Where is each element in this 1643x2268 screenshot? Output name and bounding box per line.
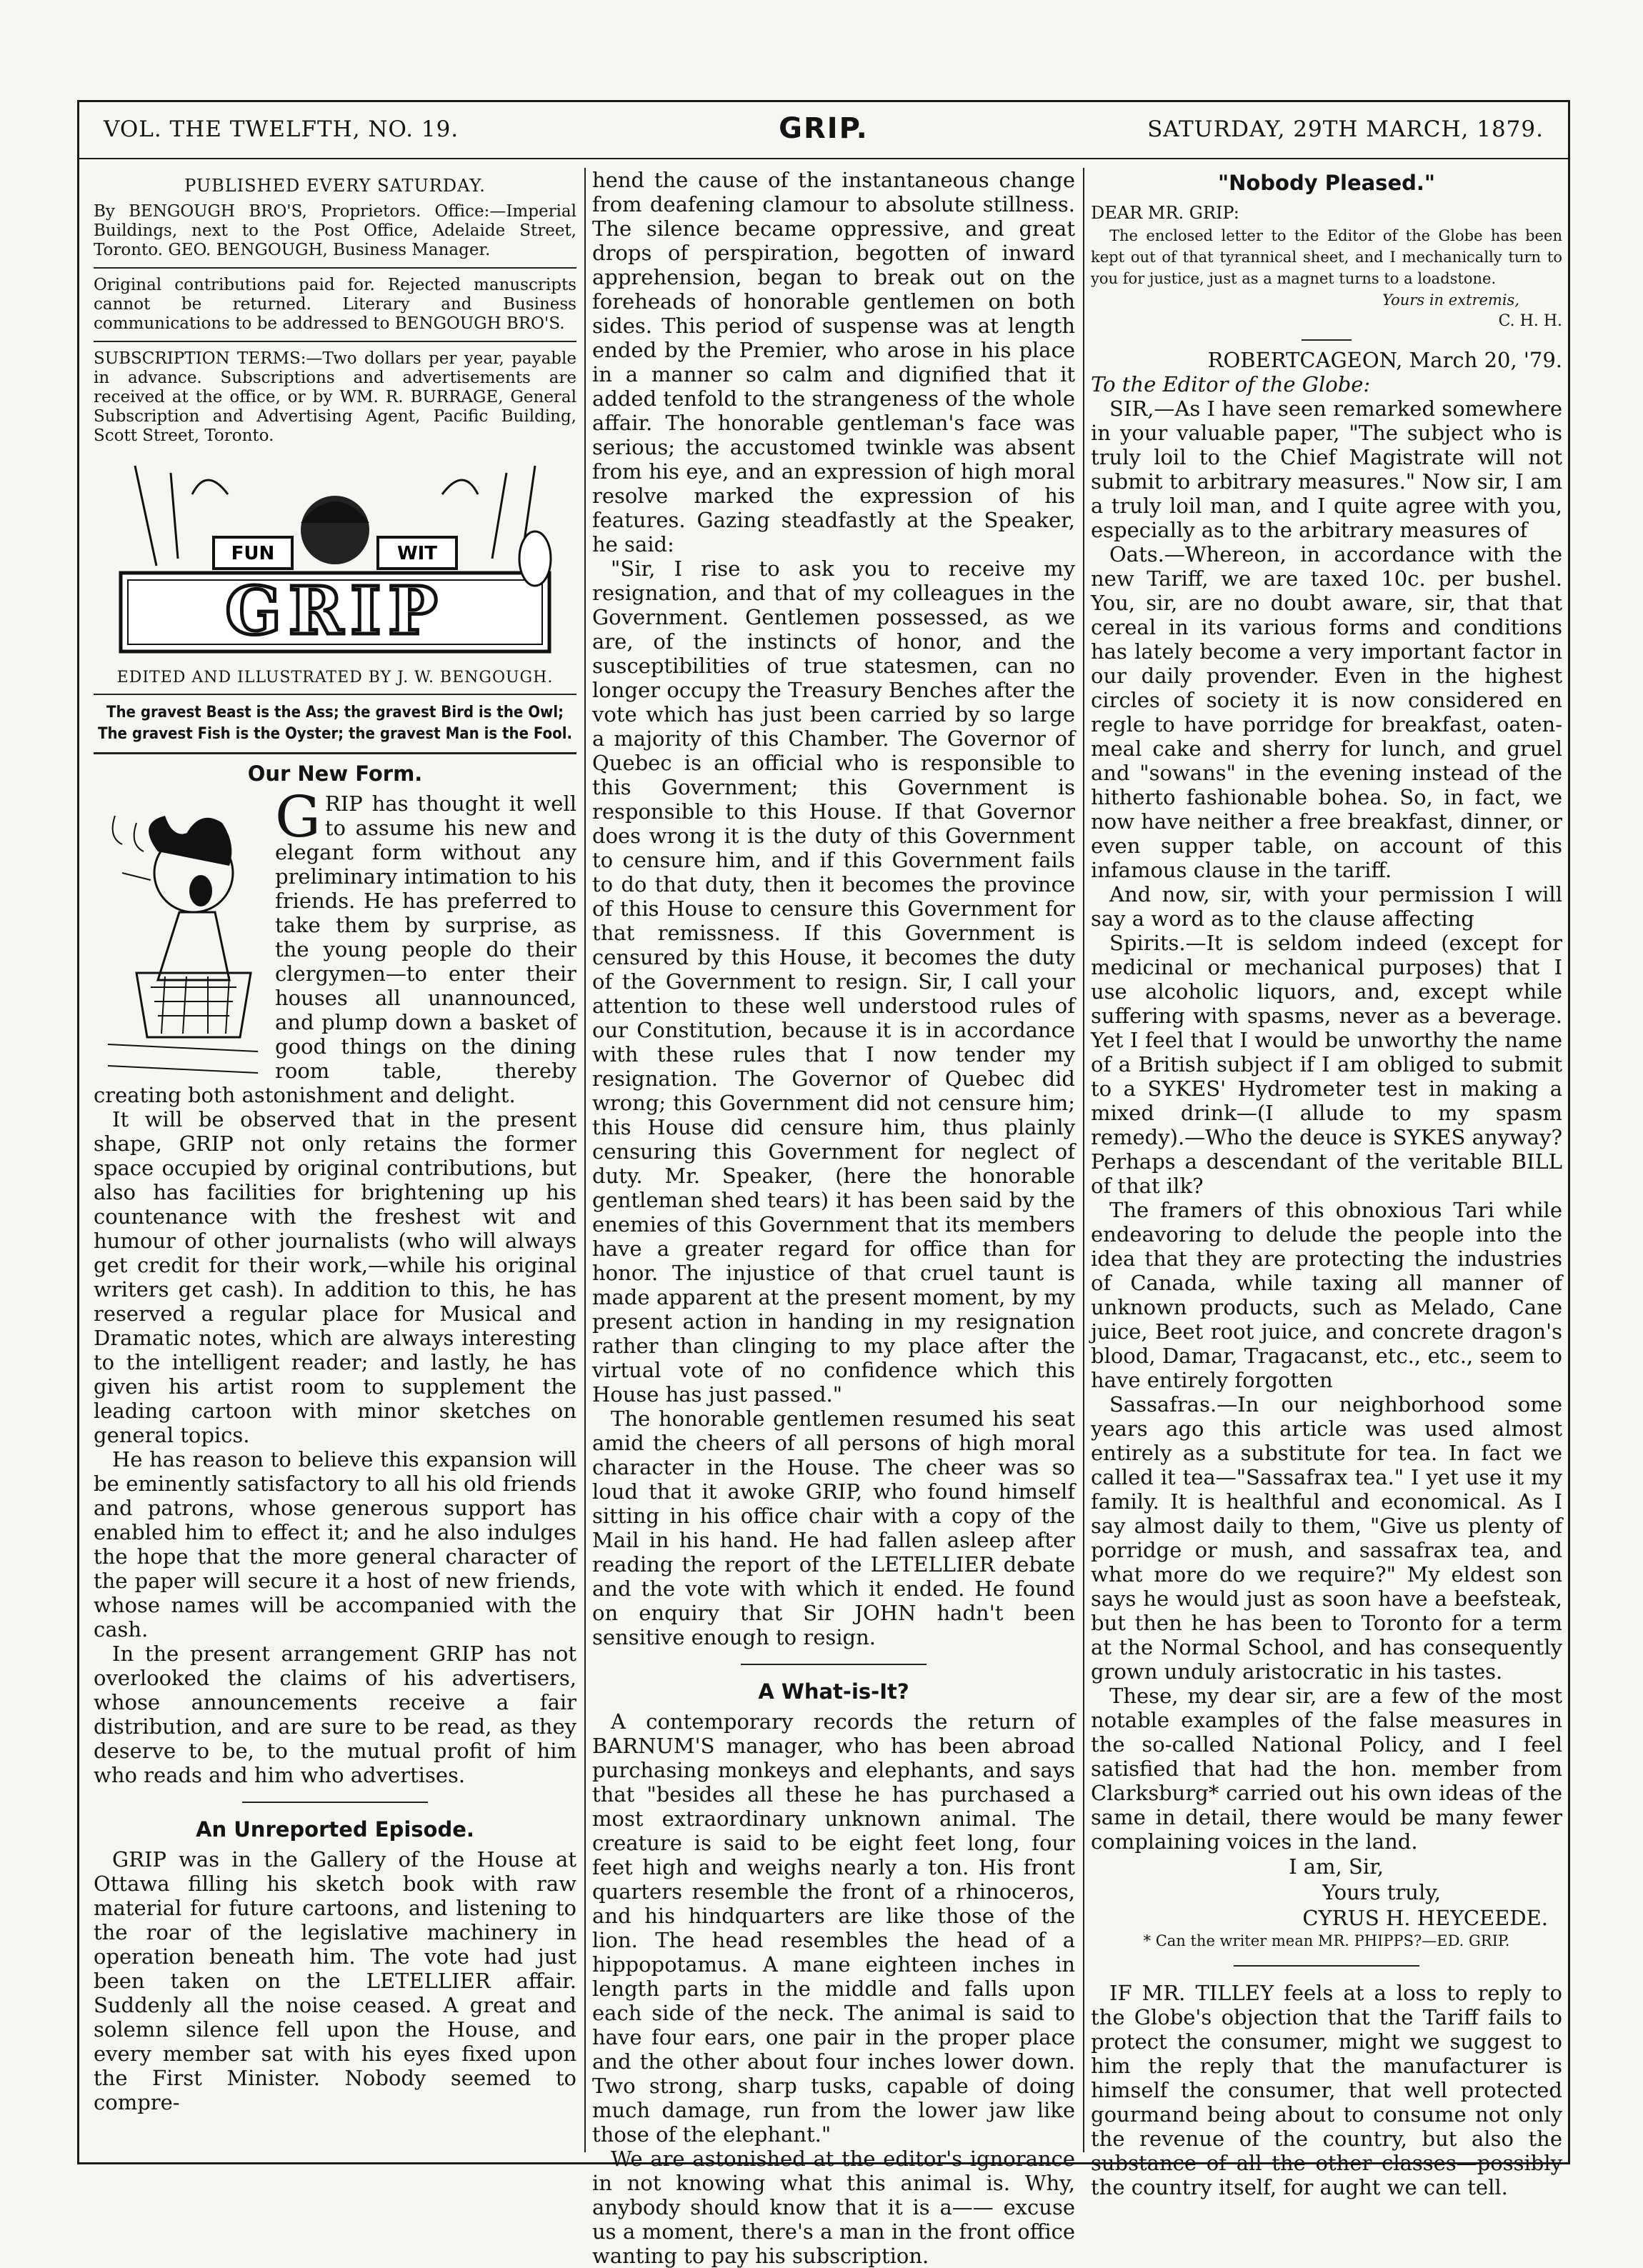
divider bbox=[94, 267, 576, 269]
divider bbox=[1234, 1965, 1419, 1967]
divider bbox=[94, 341, 576, 342]
jester-illustration bbox=[94, 794, 265, 1080]
proprietors-notice: By BENGOUGH BRO'S, Proprietors. Office:—Imperial Buildings, next to the Post Office, Adelaide Street, Toronto. GEO. BENGOUGH, Business Manager. bbox=[94, 202, 576, 259]
divider bbox=[741, 1664, 927, 1665]
column-2 bbox=[592, 168, 1075, 2268]
article-title-new-form: Our New Form. bbox=[247, 761, 423, 786]
article-paragraph: hend the cause of the instantaneous change from deafening clamour to absolute stillness. The silence became oppressive, and great drops of perspiration, begotten of inward apprehension, began to break out on the foreheads of honorable gentlemen on both sides. This period of suspense was at length ended by the Premier, who arose in his place in a manner so calm and dignified that it added tenfold to the strangeness of the whole affair. The honorable gentleman's face was serious; the accustomed twinkle was absent from his eye, and an expression of high moral resolve marked the expression of his features. Gazing steadfastly at the Speaker, he said: bbox=[592, 168, 1075, 556]
letter-initials: C. H. H. bbox=[1498, 312, 1562, 330]
article-title-what-is-it: A What-is-It? bbox=[758, 1679, 909, 1704]
column-1 bbox=[94, 168, 576, 2152]
article-paragraph: A contemporary records the return of BARNUM'S manager, who has been abroad purchasing monkeys and elephants, and says that "besides all these he has purchased a most extraordinary unknown animal. The creature is said to be eight feet long, four feet high and weighs nearly a ton. His front quarters resemble the front of a rhinoceros, and his hindquarters are like those of the lion. The head resembles the head of a hippopotamus. A mane eighteen inches in length parts in the middle and falls upon each side of the neck. The animal is said to have four ears, one pair in the proper place and the other about four inches lower down. Two strong, sharp tusks, capable of doing much damage, run from the lower jaw like those of the elephant." bbox=[592, 1709, 1075, 2147]
svg-text:GRIP: GRIP bbox=[225, 572, 445, 649]
article-title-episode: An Unreported Episode. bbox=[196, 1817, 474, 1842]
divider bbox=[94, 694, 576, 695]
article-paragraph: IF MR. TILLEY feels at a loss to reply to the Globe's objection that the Tariff fails to protect the consumer, might we suggest to him the reply that the manufacturer is himself the consumer, that well protected gourmand being about to consume not only the revenue of the country, but also the substance of all the other classes—possibly the country itself, for aught we can tell. bbox=[1091, 1981, 1562, 2199]
column-3 bbox=[1091, 168, 1562, 2199]
article-paragraph: "Sir, I rise to ask you to receive my resignation, and that of my colleagues in the Government. Gentlemen possessed, as we are, of the instincts of honor, and the susceptibilities of true statesmen, can no longer occupy the Treasury Benches after the vote which has just been carried by so large a majority of this Chamber. The Governor of Quebec is an official who is responsible to this Government; this Government is responsible to this House. If that Governor does wrong it is the duty of this Government to censure him, and if this Government fails to do that duty, then it becomes the province of this House to censure this Government for that remissness. If this Government is censured by this House, it becomes the duty of the Government to resign. Sir, I call your attention to these well understood rules of our Constitution, because it is in accordance with these rules that I now tender my resignation. The Governor of Quebec did wrong; this Government did not censure him; this House did censure him, thus plainly censuring this Government for neglect of duty. Mr. Speaker, (here the honorable gentleman shed tears) it has been said by the enemies of this Government that its members have a greater regard for office than for honor. The injustice of that cruel taunt is made apparent at the present moment, by my present action in handing in my resignation rather than clinging to my place after the virtual vote of no confidence which this House has just passed." bbox=[592, 556, 1075, 1407]
letter-paragraph: Sassafras.—In our neighborhood some years ago this article was used almost entirely as a substitute for tea. In fact we called it tea—"Sassafrax tea." I yet use it my family. It is healthful and economical. As I say almost daily to them, "Give us plenty of porridge or mush, and sassafrax tea, and what more do we require?" My eldest son says he would just as soon have a beefsteak, but then he has been to Toronto for a term at the Normal School, and has consequently grown unduly aristocratic in his tastes. bbox=[1091, 1392, 1562, 1684]
footnote: * Can the writer mean MR. PHIPPS?—ED. GRIP. bbox=[1143, 1932, 1510, 1949]
divider bbox=[242, 1802, 428, 1803]
article-paragraph: He has reason to believe this expansion will be eminently satisfactory to all his old friends and patrons, whose generous support has enabled him to effect it; and he also indulges the hope that the more general character of the paper will secure it a host of new friends, whose names will be accompanied with the cash. bbox=[94, 1447, 576, 1642]
letter-signoff: Yours truly, bbox=[1322, 1880, 1441, 1904]
jester-sketch bbox=[94, 794, 265, 1080]
article-title-nobody-pleased: "Nobody Pleased." bbox=[1218, 171, 1435, 195]
letter-paragraph: The framers of this obnoxious Tari while endeavoring to delude the people into the idea that they are protecting the industries of Canada, while taxing all manner of unknown products, such as Melado, Cane juice, Beet root juice, and concrete dragon's blood, Damar, Tragacanst, etc., etc., seem to have entirely forgotten bbox=[1091, 1198, 1562, 1392]
issue-date: SATURDAY, 29TH MARCH, 1879. bbox=[1147, 116, 1544, 142]
letter-intro: The enclosed letter to the Editor of the Globe has been kept out of that tyrannical sheet, and I mechanically turn to you for justice, just as a magnet turns to a loadstone. bbox=[1091, 227, 1562, 287]
article-paragraph: We are astonished at the editor's ignorance in not knowing what this animal is. Why, anybody should know that it is a—— excuse us a moment, there's a man in the front office wanting to pay his subscription. bbox=[592, 2147, 1075, 2268]
article-paragraph: It will be observed that in the present shape, GRIP not only retains the former space occupied by original contributions, but also has facilities for brightening up his countenance with the freshest wit and humour of other journalists (who will always get credit for their work,—while his original writers get cash). In addition to this, he has reserved a regular place for Musical and Dramatic notes, which are always interesting to the intelligent reader; and lastly, he has given his artist room to supplement the leading cartoon with minor sketches on general topics. bbox=[94, 1107, 576, 1447]
edited-by: EDITED AND ILLUSTRATED BY J. W. BENGOUGH. bbox=[116, 669, 554, 686]
article-paragraph: The honorable gentlemen resumed his seat amid the cheers of all persons of high moral character in the House. The cheer was so loud that it awoke GRIP, who found himself sitting in his office chair with a copy of the Mail in his hand. He had fallen asleep after reading the report of the LETELLIER debate and the vote with which it ended. He found on enquiry that Sir JOHN hadn't been sensitive enough to resign. bbox=[592, 1407, 1075, 1649]
letter-paragraph: SIR,—As I have seen remarked somewhere in your valuable paper, "The subject who is truly loil to the Chief Magistrate will not submit to arbitrary measures." Now sir, I am a truly loil man, and I quite agree with you, especially as to the arbitrary measures of bbox=[1091, 396, 1562, 542]
drop-cap: G bbox=[275, 784, 321, 850]
svg-text:FUN: FUN bbox=[231, 543, 275, 564]
letter-paragraph: Oats.—Whereon, in accordance with the new Tariff, we are taxed 10c. per bushel. You, sir, are no doubt aware, sir, that that cereal in its various forms and conditions has lately become a very important factor in our daily provender. Even in the highest circles of society it is now considered en regle to have porridge for breakfast, oaten-meal cake and sherry for lunch, and gruel and "sowans" in the evening instead of the hitherto fashionable bohea. So, in fact, we now have neither a free breakfast, dinner, or even supper table, on account of this infamous clause in the tariff. bbox=[1091, 542, 1562, 882]
letter-dateline: ROBERTCAGEON, March 20, '79. bbox=[1207, 348, 1562, 372]
svg-text:WIT: WIT bbox=[396, 543, 438, 564]
letter-paragraph: And now, sir, with your permission I will say a word as to the clause affecting bbox=[1091, 882, 1562, 931]
article-paragraph: GRIP was in the Gallery of the House at Ottawa filling his sketch book with raw material for future cartoons, and listening to the roar of the legislative machinery in operation beneath him. The vote had just been taken on the LETELLIER affair. Suddenly all the noise ceased. A great and solemn silence fell upon the House, and every member sat with his eyes fixed upon the First Minister. Nobody seemed to compre- bbox=[94, 1847, 576, 2114]
published-notice: PUBLISHED EVERY SATURDAY. bbox=[184, 176, 486, 196]
motto: The gravest Beast is the Ass; the gravest Bird is the Owl; The gravest Fish is the Oyster; the gravest Man is the Fool. bbox=[97, 704, 573, 743]
divider bbox=[1302, 339, 1352, 341]
article-paragraph: In the present arrangement GRIP has not overlooked the claims of his advertisers, whose announcements receive a fair distribution, and are sure to be read, as they deserve to be, to the mutual profit of him who reads and him who advertises. bbox=[94, 1642, 576, 1787]
grip-logo bbox=[106, 451, 564, 666]
newspaper-page bbox=[77, 100, 1570, 2268]
letter-signature: CYRUS H. HEYCEEDE. bbox=[1302, 1906, 1548, 1930]
column-rule bbox=[1083, 168, 1084, 2152]
volume-number: VOL. THE TWELFTH, NO. 19. bbox=[104, 116, 459, 142]
article-paragraph: RIP has thought it well to assume his new and elegant form without any preliminary intimation to his friends. He has preferred to take them by surprise, as the young people do their clergymen—to enter their houses all unannounced, and plump down a basket of good things on the dining room table, thereby creating both astonishment and delight. bbox=[94, 791, 576, 1107]
salutation: DEAR MR. GRIP: bbox=[1091, 203, 1239, 223]
letter-signoff: I am, Sir, bbox=[1289, 1854, 1384, 1879]
newspaper-title: GRIP. bbox=[779, 112, 869, 145]
column-rule bbox=[584, 168, 586, 2152]
contributions-notice: Original contributions paid for. Rejected manuscripts cannot be returned. Literary and Business communications to be addressed to BENGOUGH BRO'S. bbox=[94, 276, 576, 333]
letter-address: To the Editor of the Globe: bbox=[1091, 372, 1371, 396]
masthead bbox=[79, 102, 1568, 159]
divider bbox=[94, 752, 576, 754]
subscription-terms: SUBSCRIPTION TERMS:—Two dollars per year, payable in advance. Subscriptions and advertisements are received at the office, or by WM. R. BURRAGE, General Subscription and Advertising Agent, Pacific Building, Scott Street, Toronto. bbox=[94, 349, 576, 445]
letter-paragraph: These, my dear sir, are a few of the most notable examples of the false measures in the so-called National Policy, and I feel satisfied that had the hon. member from Clarksburg* carried out his own ideas of the same in detail, there would be many fewer complaining voices in the land. bbox=[1091, 1684, 1562, 1854]
grip-logo-art bbox=[106, 451, 564, 666]
letter-paragraph: Spirits.—It is seldom indeed (except for medicinal or mechanical purposes) that I use alcoholic liquors, and, except while suffering with spasms, never as a beverage. Yet I feel that I would be unworthy the name of a British subject if I am obliged to submit to a SYKES' Hydrometer test in making a mixed drink—(I allude to my spasm remedy).—Who the deuce is SYKES anyway? Perhaps a descendant of the veritable BILL of that ilk? bbox=[1091, 931, 1562, 1198]
letter-closing: Yours in extremis, bbox=[1382, 291, 1519, 309]
